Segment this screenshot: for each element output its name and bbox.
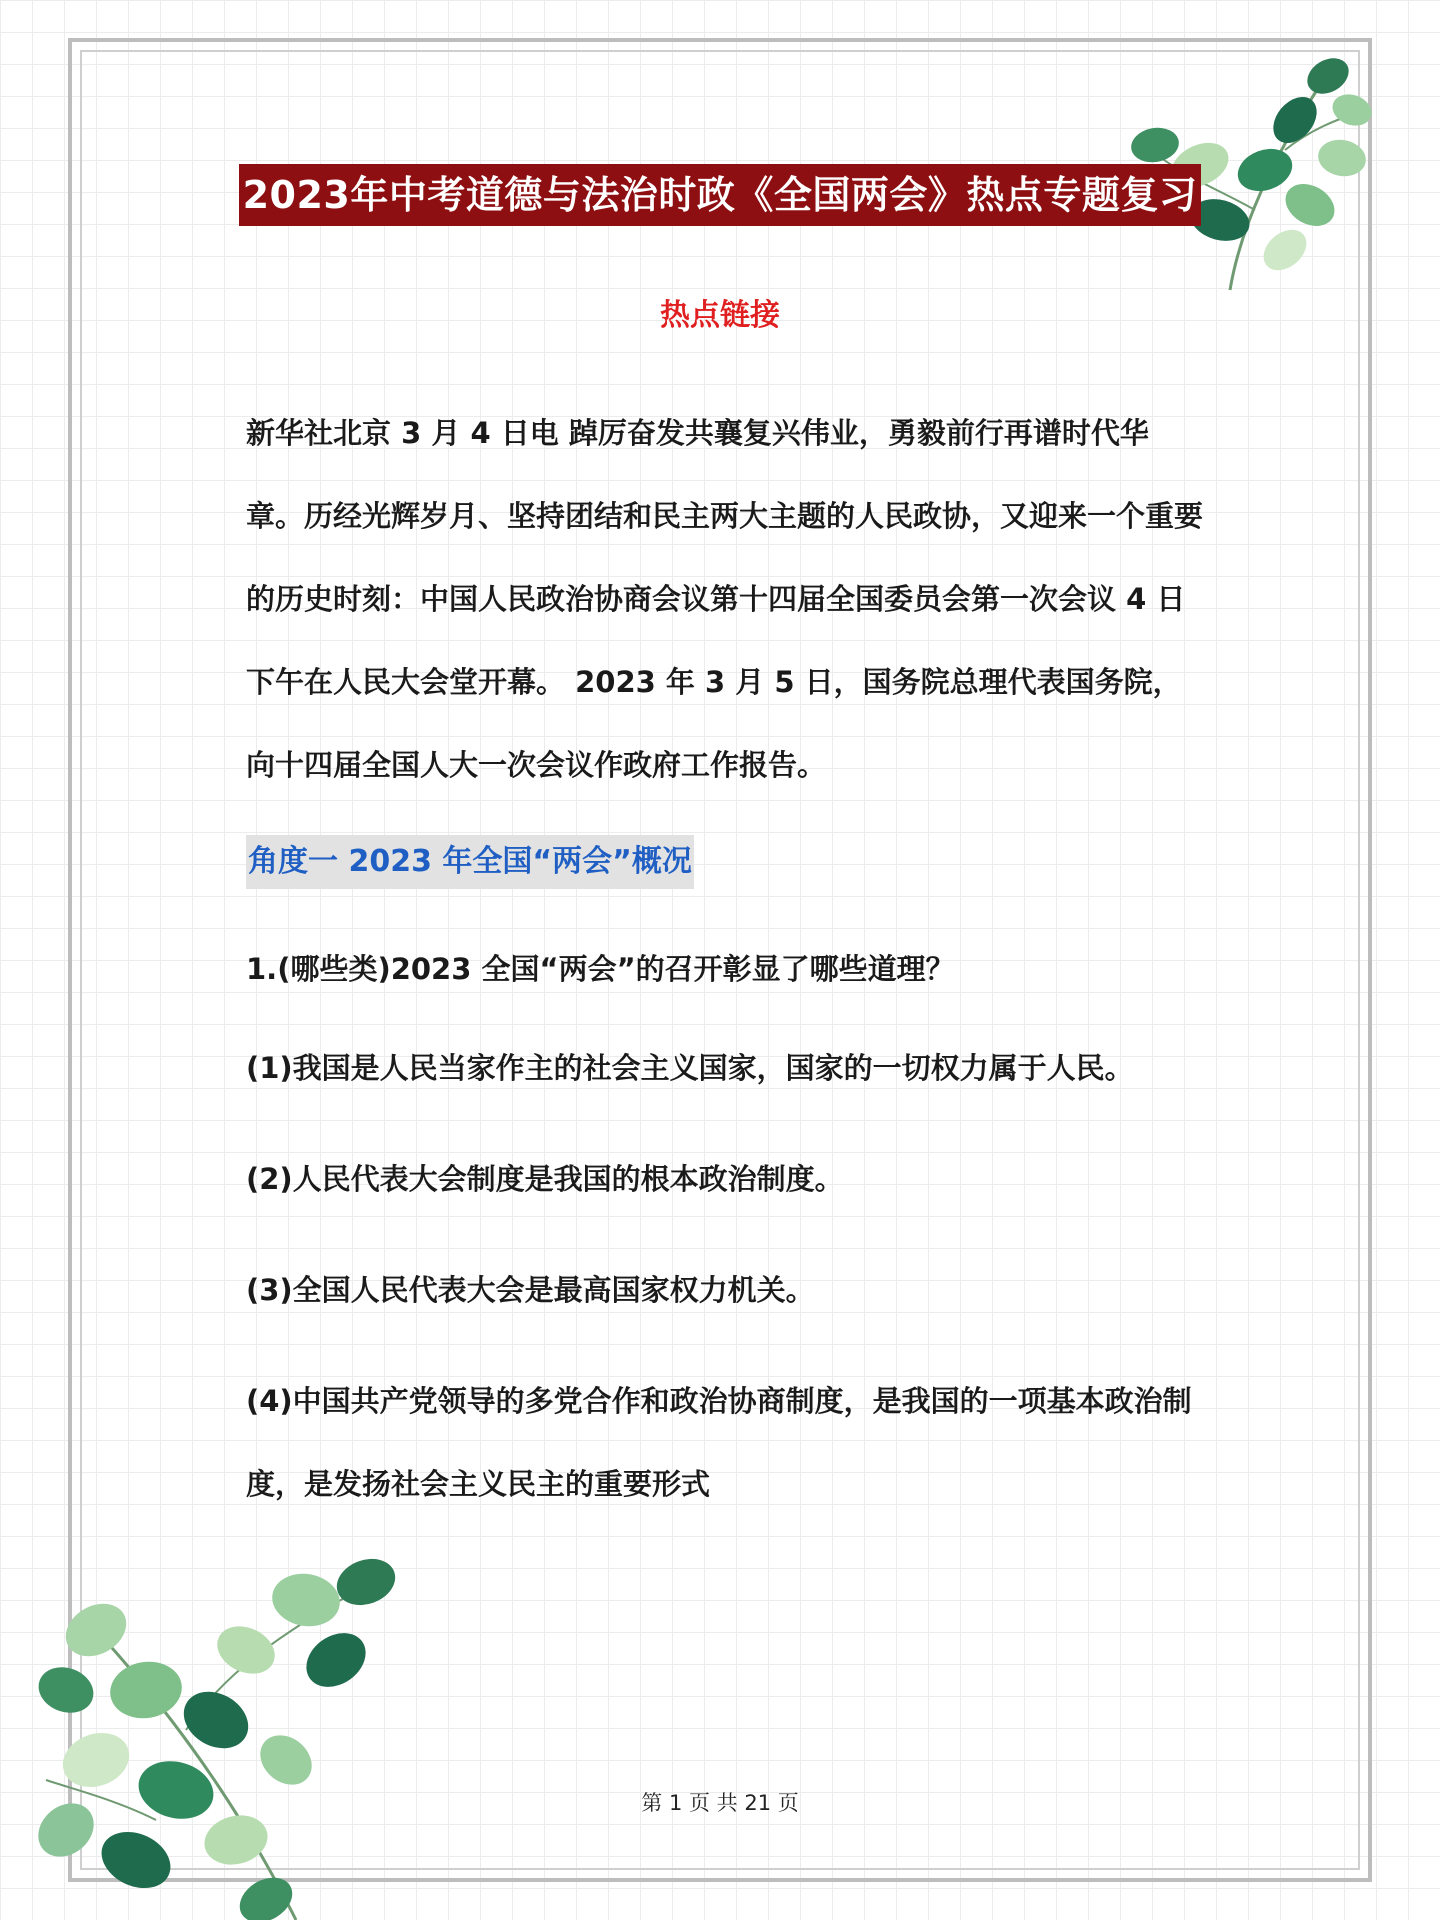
answer-item-1: (1)我国是人民当家作主的社会主义国家，国家的一切权力属于人民。 bbox=[246, 1051, 1134, 1085]
answer-item-2: (2)人民代表大会制度是我国的根本政治制度。 bbox=[246, 1162, 844, 1196]
page-number-footer: 第 1 页 共 21 页 bbox=[641, 1791, 799, 1815]
section-subtitle: 热点链接 bbox=[660, 298, 780, 333]
document-title: 2023年中考道德与法治时政《全国两会》热点专题复习 bbox=[239, 164, 1202, 226]
main-content bbox=[246, 392, 1206, 1526]
title-container bbox=[0, 164, 1440, 226]
answer-item-3: (3)全国人民代表大会是最高国家权力机关。 bbox=[246, 1273, 815, 1307]
angle-heading: 角度一 2023 年全国“两会”概况 bbox=[246, 835, 694, 889]
intro-paragraph: 新华社北京 3 月 4 日电 踔厉奋发共襄复兴伟业，勇毅前行再谱时代华章。历经光辉岁月、坚持团结和民主两大主题的人民政协，又迎来一个重要的历史时刻：中国人民政治协商会议第十四届全国委员会第一次会议 4 日下午在人民大会堂开幕。 2023 年 3 月 5 日，国务院总理代表国务院，向十四届全国人大一次会议作政府工作报告。 bbox=[246, 416, 1204, 782]
answer-item-4: (4)中国共产党领导的多党合作和政治协商制度，是我国的一项基本政治制度，是发扬社会主义民主的重要形式 bbox=[246, 1384, 1192, 1501]
leaf-decoration-bottom-left bbox=[36, 1520, 416, 1920]
question-text: 1.(哪些类)2023 全国“两会”的召开彰显了哪些道理？ bbox=[246, 952, 955, 986]
